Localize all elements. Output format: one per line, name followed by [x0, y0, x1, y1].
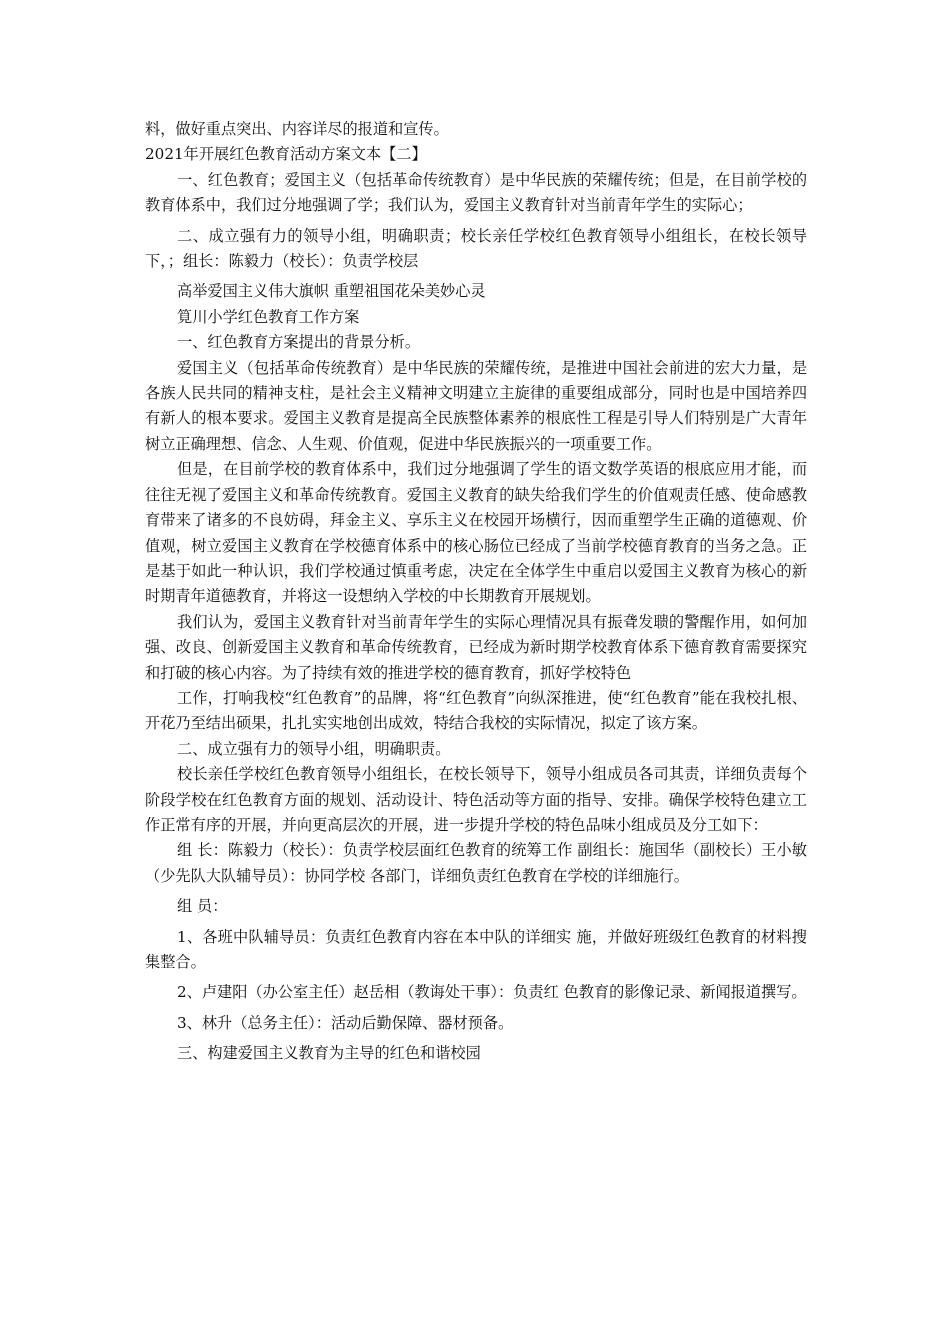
- body-paragraph: 我们认为，爱国主义教育针对当前青年学生的实际心理情况具有振聋发聩的警醒作用，如何加强、改良、创新爱国主义教育和革命传统教育，已经成为新时期学校教育体系下德育教育需要探究和打破的核心内容。为了持续有效的推进学校的德育教育，抓好学校特色: [145, 612, 807, 682]
- paragraph-continuation: 料，做好重点突出、内容详尽的报道和宣传。: [145, 120, 449, 138]
- summary-paragraph-1: 一、红色教育；爱国主义（包括革命传统教育）是中华民族的荣耀传统；但是，在目前学校的教育体系中，我们过分地强调了学；我们认为，爱国主义教育针对当前青年学生的实际心；: [145, 170, 807, 215]
- body-paragraph: 但是，在目前学校的教育体系中，我们过分地强调了学生的语文数学英语的根底应用才能，而往往无视了爱国主义和革命传统教育。爱国主义教育的缺失给我们学生的价值观责任感、使命感教育带来了诸多的不良妨碍，拜金主义、享乐主义在校园开场横行，因而重塑学生正确的道德观、价值观，树立爱国主义教育在学校德育体系中的核心肠位已经成了当前学校德育教育的当务之急。正是基于如此一种认识，我们学校通过慎重考虑，决定在全体学生中重启以爱国主义教育为核心的新时期青年道德教育，并将这一设想纳入学校的中长期教育开展规划。: [145, 460, 807, 606]
- slogan-line: 高举爱国主义伟大旗帜 重塑祖国花朵美妙心灵: [177, 282, 486, 301]
- section-heading: 2021年开展红色教育活动方案文本【二】: [145, 145, 427, 164]
- document-title: 筧川小学红色教育工作方案: [177, 307, 360, 326]
- members-label: 组 员：: [177, 897, 228, 916]
- body-paragraph: 校长亲任学校红色教育领导小组组长，在校长领导下，领导小组成员各司其责，详细负责每个阶段学校在红色教育方面的规划、活动设计、特色活动等方面的指导、安排。确保学校特色建立工作正常有序的开展，并向更高层次的开展，进一步提升学校的特色品味小组成员及分工如下：: [145, 765, 807, 834]
- subsection-heading-3: 三、构建爱国主义教育为主导的红色和谐校园: [177, 1044, 481, 1063]
- subsection-heading-2: 二、成立强有力的领导小组，明确职责。: [177, 739, 451, 758]
- body-paragraph: 工作，打响我校“红色教育”的品牌，将“红色教育”向纵深推进，使“红色教育”能在我校扎根、开花乃至结出硕果，扎扎实实地创出成效，特结合我校的实际情况，拟定了该方案。: [145, 688, 807, 733]
- subsection-heading-1: 一、红色教育方案提出的背景分析。: [177, 333, 420, 352]
- body-paragraph: 爱国主义（包括革命传统教育）是中华民族的荣耀传统，是推进中国社会前进的宏大力量，是各族人民共同的精神支柱，是社会主义精神文明建立主旋律的重要组成部分，同时也是中国培养四有新人的根本要求。爱国主义教育是提高全民族整体素养的根底性工程是引导人们特别是广大青年树立正确理想、信念、人生观、价值观，促进中华民族振兴的一项重要工作。: [145, 358, 807, 453]
- document-body: [145, 117, 807, 1067]
- leader-assignment: 组 长：陈毅力（校长）：负责学校层面红色教育的统筹工作 副组长：施国华（副校长）王小敏（少先队大队辅导员）：协同学校 各部门，详细负责红色教育在学校的详细施行。: [145, 841, 807, 885]
- member-item-2: 2、卢建阳（办公室主任）赵岳相（教诲处干事）：负责红 色教育的影像记录、新闻报道撰写。: [177, 983, 807, 1002]
- member-item-1: 1、各班中队辅导员：负责红色教育内容在本中队的详细实 施，并做好班级红色教育的材料搜集整合。: [145, 927, 807, 971]
- member-item-3: 3、林升（总务主任）：活动后勤保障、器材预备。: [177, 1013, 514, 1032]
- summary-paragraph-2: 二、成立强有力的领导小组，明确职责；校长亲任学校红色教育领导小组组长，在校长领导下，；组长：陈毅力（校长）：负责学校层: [145, 226, 807, 271]
